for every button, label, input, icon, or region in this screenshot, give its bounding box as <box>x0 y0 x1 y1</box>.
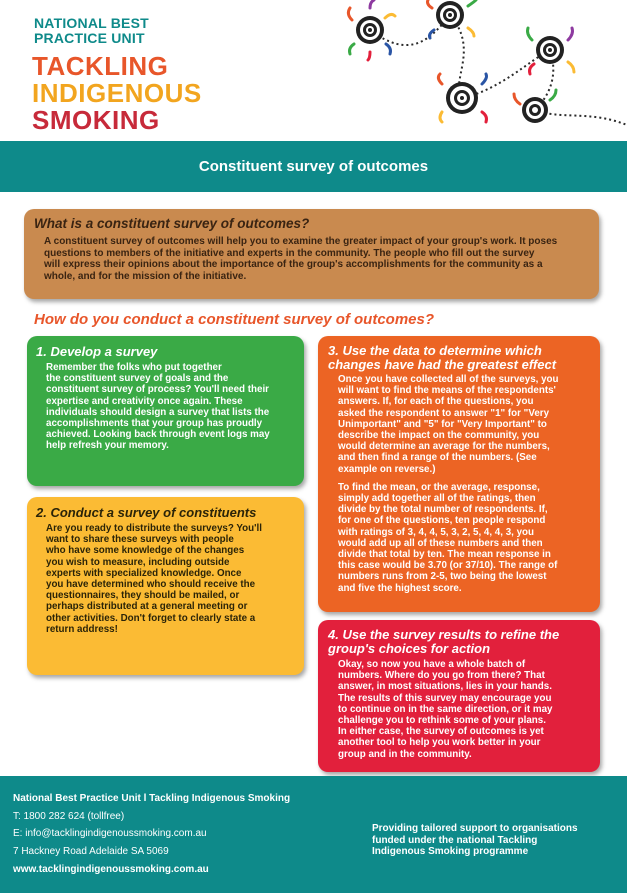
step2-heading: 2. Conduct a survey of constituents <box>36 505 257 520</box>
how-heading: How do you conduct a constituent survey of outcomes? <box>34 311 435 328</box>
page-title: Constituent survey of outcomes <box>198 158 429 175</box>
footer-email[interactable]: E: info@tacklingindigenoussmoking.com.au <box>13 828 207 839</box>
step4-heading: 4. Use the survey results to refine the group's choices for action <box>328 627 560 656</box>
logo-title-indigenous: INDIGENOUS <box>32 78 202 108</box>
logo-title-smoking: SMOKING <box>32 105 160 135</box>
org-name: NATIONAL BEST PRACTICE UNIT <box>34 15 149 46</box>
intro-heading: What is a constituent survey of outcomes? <box>34 216 310 231</box>
step1-heading: 1. Develop a survey <box>36 344 158 359</box>
step3-heading: 3. Use the data to determine which changes have had the greatest effect <box>328 343 557 372</box>
step4-text: Okay, so now you have a whole batch of numbers. Where do you go from there? That answer, in most situations, lies in your hands. The results of this survey may encourage you to continue on in the same direction, or it may challenge you to rethink some of your plans. In either case, the survey of outcomes is yet another tool to help you work better in your group and in the community. <box>338 659 553 760</box>
step2-text: Are you ready to distribute the surveys? You'll want to share these surveys with people who have some knowledge of the changes you wish to measure, including outside experts with specialized knowledge. Once you have determined who should receive the questionnaires, they should be mailed, or perhaps distributed at a general meeting or other activities. Don't forget to clearly state a return address! <box>46 523 262 635</box>
footer-org: National Best Practice Unit l Tackling Indigenous Smoking <box>13 793 291 804</box>
footer-phone: T: 1800 282 624 (tollfree) <box>13 811 125 822</box>
concentric-circle-icon <box>356 16 384 44</box>
indigenous-art-decoration <box>330 0 627 141</box>
logo-title-tackling: TACKLING <box>32 51 169 81</box>
footer-tagline: Providing tailored support to organisations funded under the national Tackling Indigenous Smoking programme <box>372 823 578 857</box>
footer-website[interactable]: www.tacklingindigenoussmoking.com.au <box>13 864 209 875</box>
intro-text: A constituent survey of outcomes will help you to examine the greater impact of your group's work. It poses questions to members of the initiative and experts in the community. The people who fill out the survey will express their opinions about the importance of the group's accomplishments for the community as a whole, and for the mission of the initiative. <box>44 236 558 282</box>
step3-text: Once you have collected all of the surveys, you will want to find the means of the respondents' answers. If, for each of the questions, you asked the respondent to answer "1" for "Very Unimportant" and "5" for "Very Important" to describe the impact on the community, you would determine an average for the numbers, and then find a range of the numbers. (See example on reverse.) To find the mean, or the average, response, simply add together all of the ratings, then divide by the total number of respondents. If, for one of the questions, ten people respond with ratings of 3, 4, 4, 5, 3, 2, 5, 4, 4, 3, you would add up all of these numbers and then divide that total by ten. The mean response in this case would be 3.70 (or 37/10). The range of numbers runs from 2-5, two being the lowest and five the highest score. <box>338 374 559 594</box>
step1-text: Remember the folks who put together the constituent survey of goals and the constituent survey of process? You'll need their expertise and creativity once again. These individuals should design a survey that lists the accomplishments that your group has proudly achieved. Looking back through event logs may help refresh your memory. <box>46 362 270 452</box>
footer-address: 7 Hackney Road Adelaide SA 5069 <box>13 846 169 857</box>
